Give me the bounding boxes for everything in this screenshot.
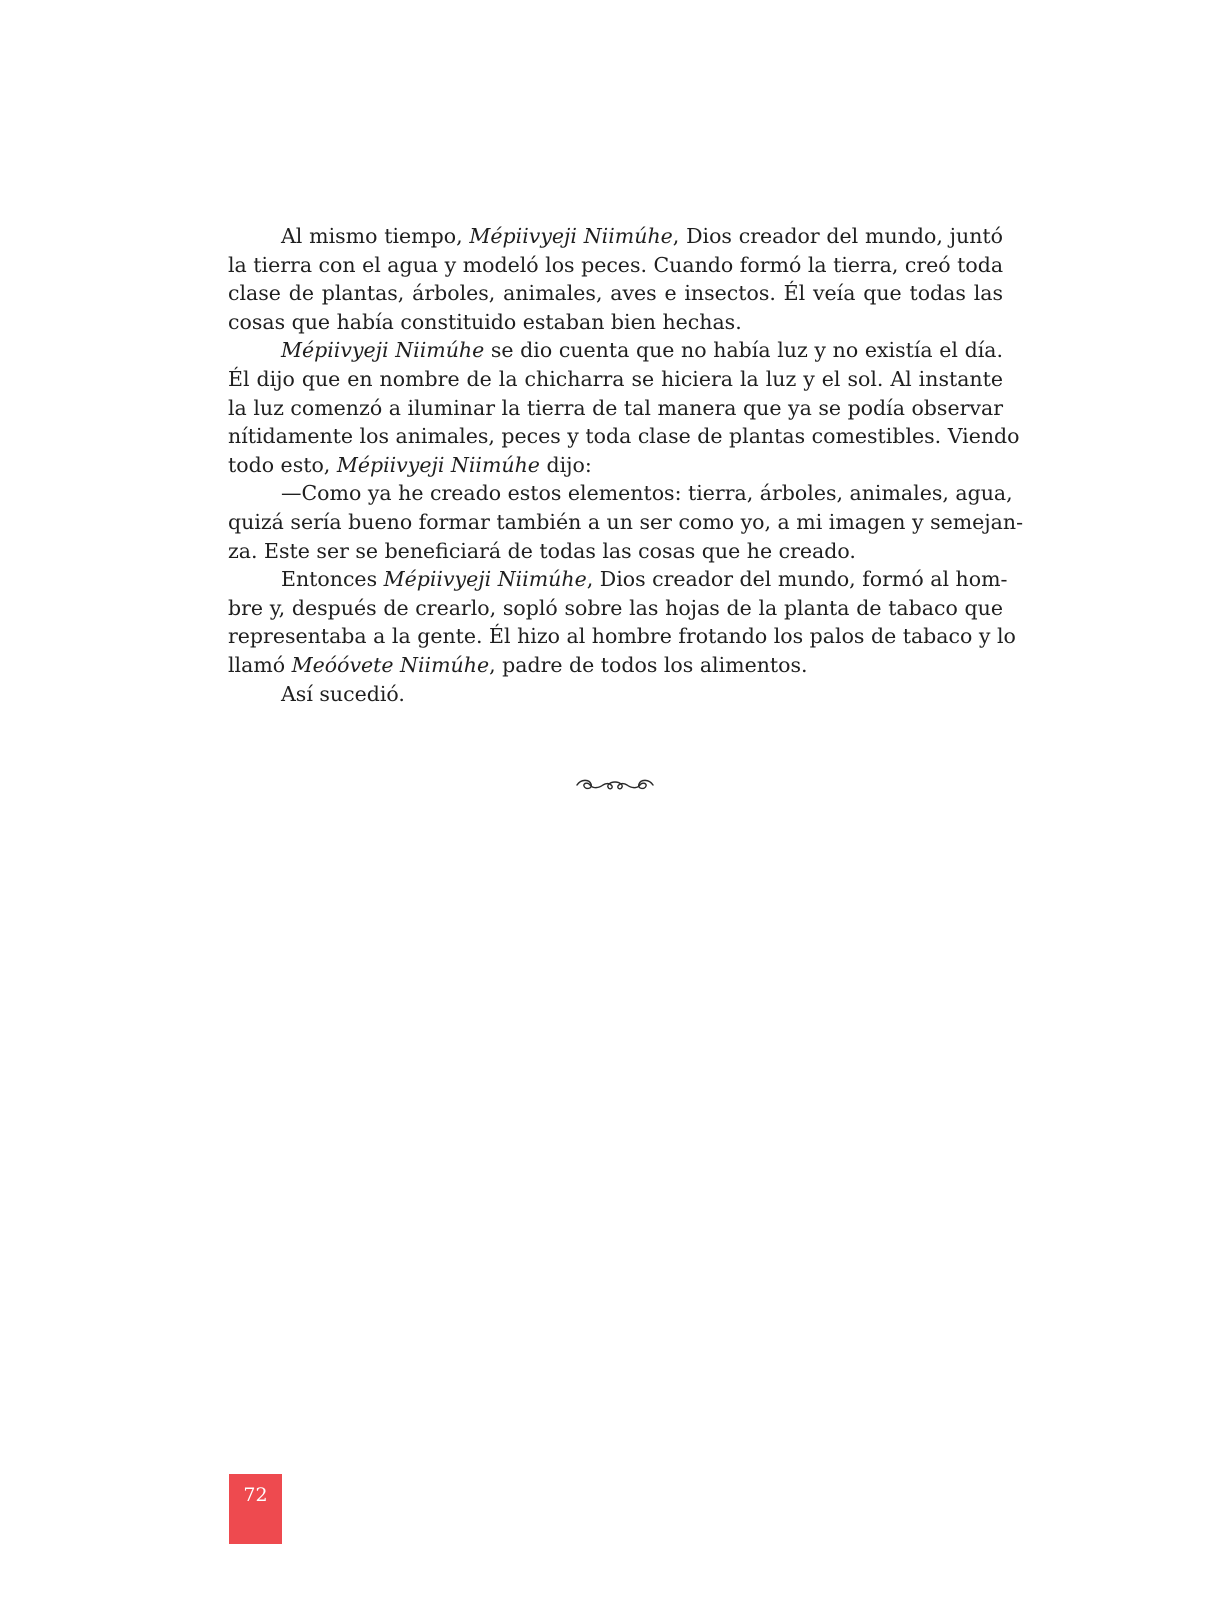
text-line: [228, 508, 1023, 537]
text-segment: dijo:: [539, 452, 592, 477]
text-line: [228, 622, 1016, 651]
page-number-badge: [229, 1474, 282, 1544]
text-segment: za. Este ser se beneficiará de todas las cosas que he creado.: [228, 538, 856, 563]
text-segment: quizá sería bueno formar también a un ser como yo, a mi imagen y semejan-: [228, 509, 1023, 534]
text-line: [228, 394, 1003, 423]
text-line: [228, 308, 1003, 337]
italic-name: Mépiivyeji Niimúhe: [469, 224, 673, 248]
text-line: [228, 222, 1003, 251]
text-segment: todo esto,: [228, 452, 337, 477]
italic-name: Mépiivyeji Niimúhe: [336, 452, 540, 477]
text-line: [228, 336, 1003, 365]
text-line: [228, 365, 1003, 394]
text-segment: , Dios creador del mundo, formó al hom-: [586, 567, 1008, 592]
text-line: [228, 479, 1013, 508]
text-segment: Entonces: [281, 567, 384, 592]
text-segment: , Dios creador del mundo, juntó: [672, 224, 1003, 248]
text-line: [228, 565, 1008, 594]
text-segment: —Como ya he creado estos elementos: tierra, árboles, animales, agua,: [281, 481, 1013, 506]
text-line: [228, 451, 1003, 480]
text-line: [228, 251, 1003, 280]
text-segment: bre y, después de crearlo, sopló sobre las hojas de la planta de tabaco que: [228, 595, 1003, 620]
italic-name: Mépiivyeji Niimúhe: [281, 338, 485, 363]
text-segment: , padre de todos los alimentos.: [489, 652, 808, 677]
text-line: [228, 537, 1003, 566]
text-line: [228, 594, 1003, 623]
page-number: 72: [243, 1484, 268, 1506]
flourish-divider-icon: [573, 775, 657, 795]
text-line: [228, 680, 1003, 709]
text-segment: representaba a la gente. Él hizo al hombre frotando los palos de tabaco y lo: [228, 624, 1016, 649]
italic-name: Mépiivyeji Niimúhe: [383, 567, 587, 592]
text-segment: Así sucedió.: [281, 681, 405, 706]
italic-name: Meóóvete Niimúhe: [291, 652, 490, 677]
text-segment: nítidamente los animales, peces y toda clase de plantas comestibles. Viendo: [228, 424, 1020, 449]
text-segment: llamó: [228, 652, 292, 677]
text-segment: Al mismo tiempo,: [281, 224, 470, 248]
text-segment: Él dijo que en nombre de la chicharra se hiciera la luz y el sol. Al instante: [228, 366, 1003, 391]
text-line: [228, 422, 1020, 451]
body-text: [228, 222, 1023, 708]
text-segment: se dio cuenta que no había luz y no existía el día.: [484, 338, 1003, 363]
text-segment: la luz comenzó a iluminar la tierra de tal manera que ya se podía observar: [228, 395, 1003, 420]
text-segment: cosas que había constituido estaban bien hechas.: [228, 309, 742, 334]
text-line: [228, 651, 1003, 680]
text-segment: la tierra con el agua y modeló los peces. Cuando formó la tierra, creó toda: [228, 252, 1004, 277]
text-line: [228, 279, 1003, 308]
text-segment: clase de plantas, árboles, animales, aves e insectos. Él veía que todas las: [228, 281, 1003, 306]
